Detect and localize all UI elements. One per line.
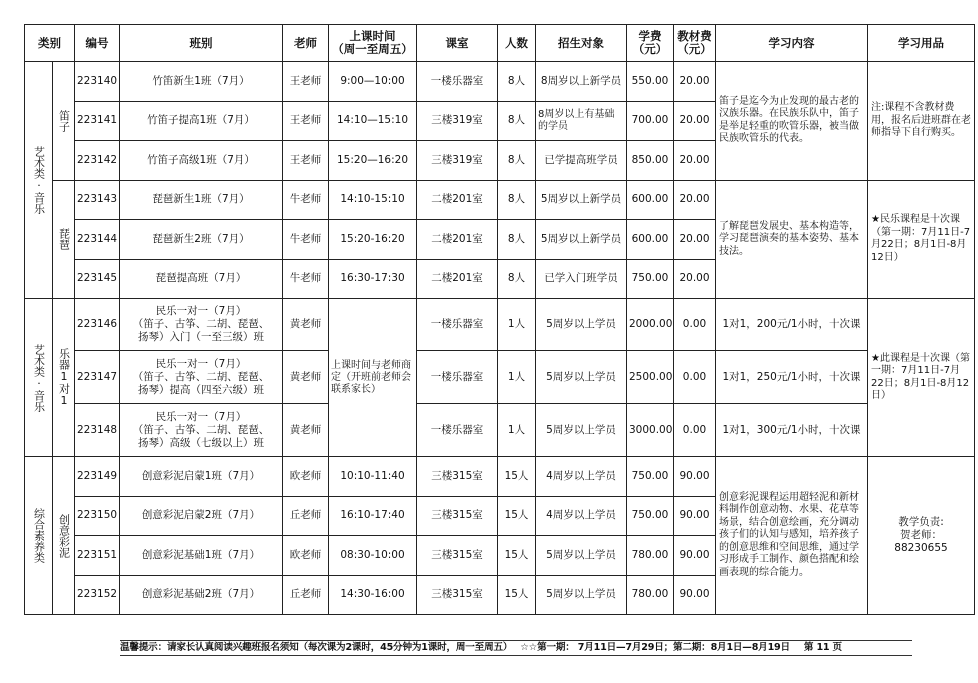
- subcategory-instrument: 乐器1对1: [53, 299, 75, 457]
- target-students: 8周岁以上有基础的学员: [536, 101, 627, 141]
- teacher: 丘老师: [283, 496, 329, 536]
- supplies-clay-phone: 88230655: [894, 542, 948, 554]
- teacher: 牛老师: [283, 220, 329, 260]
- target-students: 5周岁以上学员: [536, 404, 627, 457]
- course-code: 223152: [75, 575, 120, 615]
- target-students: 5周岁以上学员: [536, 536, 627, 576]
- target-students: 5周岁以上学员: [536, 299, 627, 351]
- supplies-instrument: ★此课程是十次课（第一期：7月11日-7月22日；8月1日-8月12日）: [868, 299, 975, 457]
- class-name-line: （笛子、古筝、二胡、琵琶、: [132, 318, 270, 330]
- content-flute: 笛子是迄今为止发现的最古老的汉族乐器。在民族乐队中，笛子是举足轻重的吹管乐器，被当做民族吹管乐的代表。: [716, 62, 868, 181]
- class-name-line: 扬琴）入门（一至三级）班: [138, 331, 264, 343]
- room: 二楼201室: [417, 180, 498, 220]
- tuition-fee: 750.00: [627, 457, 674, 497]
- tuition-fee: 780.00: [627, 575, 674, 615]
- class-name: 琵琶新生1班（7月）: [120, 180, 283, 220]
- header-category: 类别: [25, 25, 75, 62]
- room: 二楼201室: [417, 220, 498, 260]
- category-comprehensive: 综合素养类: [25, 457, 53, 615]
- course-code: 223144: [75, 220, 120, 260]
- target-students: 已学提高班学员: [536, 141, 627, 181]
- class-name-line: 扬琴）高级（七级以上）班: [138, 436, 264, 449]
- tuition-fee: 750.00: [627, 259, 674, 299]
- header-fee-unit: （元）: [632, 42, 668, 56]
- table-row: [25, 62, 975, 102]
- course-code: 223141: [75, 101, 120, 141]
- tuition-fee: 600.00: [627, 180, 674, 220]
- class-time: 08:30-10:00: [329, 536, 417, 576]
- capacity: 1人: [498, 299, 536, 351]
- class-time: 16:30-17:30: [329, 259, 417, 299]
- capacity: 8人: [498, 62, 536, 102]
- target-students: 已学入门班学员: [536, 259, 627, 299]
- tuition-fee: 850.00: [627, 141, 674, 181]
- header-content: 学习内容: [716, 25, 868, 62]
- category-music-2: 艺术类·音乐: [25, 299, 53, 457]
- header-fee: [627, 25, 674, 62]
- book-fee: 90.00: [674, 536, 716, 576]
- course-schedule-table: [24, 24, 975, 615]
- course-code: 223151: [75, 536, 120, 576]
- book-fee: 0.00: [674, 404, 716, 457]
- tuition-fee: 600.00: [627, 220, 674, 260]
- footer-notice: [120, 640, 912, 656]
- class-name-line: 民乐一对一（7月）: [155, 305, 247, 317]
- class-name: 琵琶提高班（7月）: [120, 259, 283, 299]
- course-code: 223150: [75, 496, 120, 536]
- content-instrument: 1对1，300元/1小时，十次课: [716, 404, 868, 457]
- room: 二楼201室: [417, 259, 498, 299]
- class-name: 琵琶新生2班（7月）: [120, 220, 283, 260]
- class-name-line: （笛子、古筝、二胡、琵琶、: [132, 370, 270, 383]
- class-name: 创意彩泥基础2班（7月）: [120, 575, 283, 615]
- header-time: [329, 25, 417, 62]
- book-fee: 20.00: [674, 259, 716, 299]
- header-teacher: 老师: [283, 25, 329, 62]
- capacity: 8人: [498, 220, 536, 260]
- table-row: [25, 404, 975, 457]
- target-students: 4周岁以上学员: [536, 496, 627, 536]
- course-code: 223148: [75, 404, 120, 457]
- teacher: 王老师: [283, 101, 329, 141]
- class-name: 创意彩泥启蒙2班（7月）: [120, 496, 283, 536]
- teacher: 黄老师: [283, 404, 329, 457]
- teacher: 牛老师: [283, 259, 329, 299]
- supplies-pipa: ★民乐课程是十次课（第一期：7月11日-7月22日；8月1日-8月12日）: [868, 180, 975, 299]
- class-time-shared: 上课时间与老师商定（开班前老师会联系家长）: [329, 299, 417, 457]
- room: 一楼乐器室: [417, 62, 498, 102]
- table-row: [25, 457, 975, 497]
- capacity: 15人: [498, 496, 536, 536]
- header-book-fee-label: 教材费: [677, 29, 712, 43]
- header-count: 人数: [498, 25, 536, 62]
- tuition-fee: 780.00: [627, 536, 674, 576]
- class-time: 9:00—10:00: [329, 62, 417, 102]
- course-code: 223143: [75, 180, 120, 220]
- class-name: [120, 351, 283, 404]
- teacher: 欧老师: [283, 457, 329, 497]
- class-name: 竹笛新生1班（7月）: [120, 62, 283, 102]
- tuition-fee: 700.00: [627, 101, 674, 141]
- capacity: 15人: [498, 536, 536, 576]
- teacher: 王老师: [283, 62, 329, 102]
- capacity: 8人: [498, 259, 536, 299]
- capacity: 8人: [498, 101, 536, 141]
- tuition-fee: 550.00: [627, 62, 674, 102]
- class-name: [120, 404, 283, 457]
- course-code: 223147: [75, 351, 120, 404]
- capacity: 8人: [498, 180, 536, 220]
- tuition-fee: 750.00: [627, 496, 674, 536]
- header-class-name: 班别: [120, 25, 283, 62]
- header-time-sub: （周一至周五）: [332, 42, 413, 56]
- room: 三楼315室: [417, 457, 498, 497]
- header-room: 课室: [417, 25, 498, 62]
- class-name: 竹笛子高级1班（7月）: [120, 141, 283, 181]
- book-fee: 90.00: [674, 496, 716, 536]
- header-time-label: 上课时间: [349, 29, 396, 43]
- header-code: 编号: [75, 25, 120, 62]
- target-students: 5周岁以上学员: [536, 351, 627, 404]
- book-fee: 20.00: [674, 62, 716, 102]
- class-name-line: 扬琴）提高（四至六级）班: [138, 383, 264, 396]
- page-number: 第 11 页: [803, 642, 842, 653]
- class-name-line: 民乐一对一（7月）: [155, 357, 247, 370]
- content-instrument: 1对1，250元/1小时，十次课: [716, 351, 868, 404]
- class-time: 15:20-16:20: [329, 220, 417, 260]
- class-name: [120, 299, 283, 351]
- subcategory-clay: 创意彩泥: [53, 457, 75, 615]
- target-students: 5周岁以上新学员: [536, 220, 627, 260]
- category-music-1: 艺术类·音乐: [25, 62, 53, 299]
- course-code: 223140: [75, 62, 120, 102]
- book-fee: 0.00: [674, 299, 716, 351]
- course-code: 223146: [75, 299, 120, 351]
- book-fee: 20.00: [674, 141, 716, 181]
- tuition-fee: 3000.00: [627, 404, 674, 457]
- room: 一楼乐器室: [417, 404, 498, 457]
- capacity: 15人: [498, 575, 536, 615]
- class-name: 竹笛子提高1班（7月）: [120, 101, 283, 141]
- table-row: [25, 299, 975, 351]
- book-fee: 20.00: [674, 101, 716, 141]
- class-name-line: 民乐一对一（7月）: [155, 410, 247, 423]
- table-row: [25, 180, 975, 220]
- header-book-fee-unit: （元）: [677, 42, 712, 56]
- notice-lead: 温馨提示：请家长认真阅读兴趣班报名须知（每次课为2课时，45分钟为1课时，周一至周五）: [120, 642, 513, 653]
- book-fee: 90.00: [674, 575, 716, 615]
- capacity: 8人: [498, 141, 536, 181]
- room: 一楼乐器室: [417, 351, 498, 404]
- book-fee: 20.00: [674, 180, 716, 220]
- header-target: 招生对象: [536, 25, 627, 62]
- capacity: 1人: [498, 351, 536, 404]
- supplies-clay-teacher: 贺老师：: [900, 529, 942, 541]
- target-students: 8周岁以上新学员: [536, 62, 627, 102]
- book-fee: 90.00: [674, 457, 716, 497]
- room: 三楼315室: [417, 575, 498, 615]
- subcategory-flute: 笛子: [53, 62, 75, 181]
- class-time: 14:30-16:00: [329, 575, 417, 615]
- class-name-line: （笛子、古筝、二胡、琵琶、: [132, 423, 270, 436]
- class-time: 15:20—16:20: [329, 141, 417, 181]
- room: 三楼315室: [417, 536, 498, 576]
- room: 三楼319室: [417, 141, 498, 181]
- notice-periods: ☆☆第一期： 7月11日—7月29日；第二期：8月1日—8月19日: [520, 642, 790, 653]
- course-code: 223149: [75, 457, 120, 497]
- teacher: 牛老师: [283, 180, 329, 220]
- teacher: 王老师: [283, 141, 329, 181]
- room: 三楼319室: [417, 101, 498, 141]
- room: 三楼315室: [417, 496, 498, 536]
- course-code: 223142: [75, 141, 120, 181]
- class-name: 创意彩泥启蒙1班（7月）: [120, 457, 283, 497]
- header-fee-label: 学费: [638, 29, 662, 43]
- supplies-clay: [868, 457, 975, 615]
- target-students: 5周岁以上新学员: [536, 180, 627, 220]
- class-time: 16:10-17:40: [329, 496, 417, 536]
- class-time: 14:10—15:10: [329, 101, 417, 141]
- room: 一楼乐器室: [417, 299, 498, 351]
- table-row: [25, 351, 975, 404]
- supplies-clay-label: 教学负责:: [898, 516, 944, 528]
- target-students: 4周岁以上学员: [536, 457, 627, 497]
- class-time: 10:10-11:40: [329, 457, 417, 497]
- teacher: 欧老师: [283, 536, 329, 576]
- book-fee: 20.00: [674, 220, 716, 260]
- header-row: [25, 25, 975, 62]
- target-students: 5周岁以上学员: [536, 575, 627, 615]
- content-pipa: 了解琵琶发展史、基本构造等，学习琵琶演奏的基本姿势、基本技法。: [716, 180, 868, 299]
- supplies-flute: 注:课程不含教材费用，报名后进班群在老师指导下自行购买。: [868, 62, 975, 181]
- content-clay: 创意彩泥课程运用超轻泥和新材料制作创意动物、水果、花草等场景，结合创意绘画，充分调动孩子们的认知与感知，培养孩子的创意思维和空间思维，通过学习形成手工制作、颜色搭配和绘画表现的综合能力。: [716, 457, 868, 615]
- course-code: 223145: [75, 259, 120, 299]
- capacity: 15人: [498, 457, 536, 497]
- tuition-fee: 2500.00: [627, 351, 674, 404]
- teacher: 黄老师: [283, 351, 329, 404]
- class-time: 14:10-15:10: [329, 180, 417, 220]
- teacher: 丘老师: [283, 575, 329, 615]
- book-fee: 0.00: [674, 351, 716, 404]
- class-name: 创意彩泥基础1班（7月）: [120, 536, 283, 576]
- header-supplies: 学习用品: [868, 25, 975, 62]
- header-book-fee: [674, 25, 716, 62]
- capacity: 1人: [498, 404, 536, 457]
- teacher: 黄老师: [283, 299, 329, 351]
- subcategory-pipa: 琵琶: [53, 180, 75, 299]
- content-instrument: 1对1，200元/1小时，十次课: [716, 299, 868, 351]
- tuition-fee: 2000.00: [627, 299, 674, 351]
